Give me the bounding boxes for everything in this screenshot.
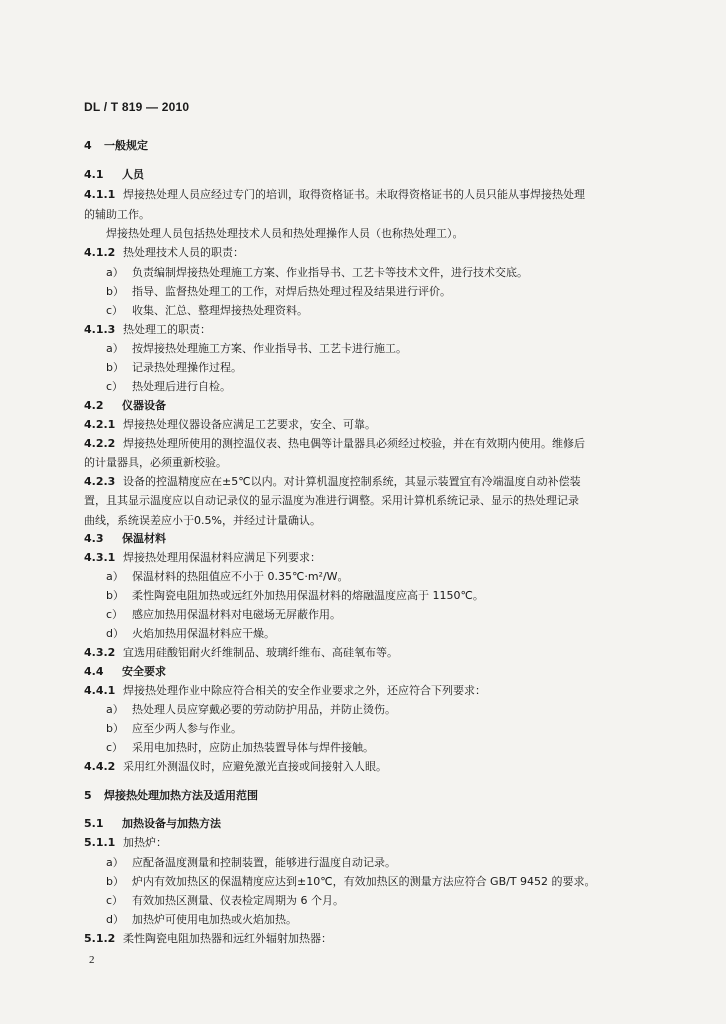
clause-number: a） <box>106 266 124 279</box>
line-text: 热处理技术人员的职责： <box>123 246 244 259</box>
line-text: 有效加热区测量、仪表检定周期为 6 个月。 <box>132 894 344 907</box>
line-text: 应配备温度测量和控制装置，能够进行温度自动记录。 <box>132 856 396 869</box>
line-text: 的计量器具，必须重新校验。 <box>84 456 227 469</box>
line-text: 按焊接热处理施工方案、作业指导书、工艺卡进行施工。 <box>132 342 407 355</box>
list-item <box>106 856 396 870</box>
list-item <box>106 570 349 584</box>
line-text: 热处理人员应穿戴必要的劳动防护用品，并防止烫伤。 <box>132 703 396 716</box>
clause-number: c） <box>106 608 124 621</box>
text-line <box>84 494 579 508</box>
list-item <box>106 361 242 375</box>
line-text: 加热设备与加热方法 <box>122 817 221 830</box>
clause-number: b） <box>106 875 124 888</box>
clause-number: b） <box>106 361 124 374</box>
text-line <box>84 208 150 222</box>
line-text: 焊接热处理人员包括热处理技术人员和热处理操作人员（也称热处理工）。 <box>106 227 464 240</box>
line-text: 一般规定 <box>104 139 148 152</box>
clause-number: 4.4 <box>84 665 104 678</box>
list-item <box>106 304 308 318</box>
line-text: 指导、监督热处理工的工作，对焊后热处理过程及结果进行评价。 <box>132 285 451 298</box>
list-item <box>106 285 451 299</box>
clause <box>84 551 321 565</box>
list-item <box>106 589 484 603</box>
list-item <box>106 741 374 755</box>
line-text: 炉内有效加热区的保温精度应达到±10℃，有效加热区的测量方法应符合 GB/T 9452 的要求。 <box>132 875 596 888</box>
clause-number: 4.3 <box>84 532 104 545</box>
clause-number: a） <box>106 703 124 716</box>
clause <box>84 246 244 260</box>
clause-number: 4.1.2 <box>84 246 116 259</box>
clause-number: 4.4.2 <box>84 760 116 773</box>
line-text: 保温材料的热阻值应不小于 0.35℃·m²/W。 <box>132 570 349 583</box>
clause-number: c） <box>106 894 124 907</box>
line-text: 曲线，系统误差应小于0.5%，并经过计量确认。 <box>84 514 321 527</box>
list-item <box>106 266 528 280</box>
clause-number: 5.1 <box>84 817 104 830</box>
document-header: DL / T 819 — 2010 <box>84 100 190 114</box>
clause-number: c） <box>106 741 124 754</box>
line-text: 柔性陶瓷电阻加热或远红外加热用保温材料的熔融温度应高于 1150℃。 <box>132 589 484 602</box>
list-item <box>106 703 396 717</box>
clause-number: b） <box>106 722 124 735</box>
subsection-heading <box>84 532 166 546</box>
clause <box>84 418 376 432</box>
line-text: 人员 <box>122 168 144 181</box>
section-heading <box>84 139 148 153</box>
clause <box>84 646 398 660</box>
line-text: 的辅助工作。 <box>84 208 150 221</box>
line-text: 焊接热处理作业中除应符合相关的安全作业要求之外，还应符合下列要求： <box>123 684 486 697</box>
list-item <box>106 722 242 736</box>
clause <box>84 188 585 202</box>
clause-number: 4.1 <box>84 168 104 181</box>
clause-number: 5.1.1 <box>84 836 116 849</box>
line-text: 采用电加热时，应防止加热装置导体与焊件接触。 <box>132 741 374 754</box>
line-text: 焊接热处理用保温材料应满足下列要求： <box>123 551 321 564</box>
subsection-heading <box>84 817 221 831</box>
clause <box>84 932 332 946</box>
list-item <box>106 913 297 927</box>
clause <box>84 760 387 774</box>
clause-number: c） <box>106 304 124 317</box>
line-text: 安全要求 <box>122 665 166 678</box>
clause <box>84 323 211 337</box>
line-text: 负责编制焊接热处理施工方案、作业指导书、工艺卡等技术文件，进行技术交底。 <box>132 266 528 279</box>
clause <box>84 836 167 850</box>
page-number: 2 <box>89 954 95 966</box>
subsection-heading <box>84 399 166 413</box>
clause-number: 4.3.2 <box>84 646 116 659</box>
list-item <box>106 875 596 889</box>
line-text: 加热炉： <box>123 836 167 849</box>
line-text: 应至少两人参与作业。 <box>132 722 242 735</box>
list-item <box>106 894 344 908</box>
line-text: 仪器设备 <box>122 399 166 412</box>
line-text: 加热炉可使用电加热或火焰加热。 <box>132 913 297 926</box>
text-line <box>106 227 464 241</box>
line-text: 记录热处理操作过程。 <box>132 361 242 374</box>
line-text: 焊接热处理仪器设备应满足工艺要求，安全、可靠。 <box>123 418 376 431</box>
clause <box>84 684 486 698</box>
clause-number: b） <box>106 589 124 602</box>
line-text: 焊接热处理人员应经过专门的培训，取得资格证书。未取得资格证书的人员只能从事焊接热处理 <box>123 188 585 201</box>
clause-number: c） <box>106 380 124 393</box>
line-text: 宜选用硅酸铝耐火纤维制品、玻璃纤维布、高硅氧布等。 <box>123 646 398 659</box>
clause-number: d） <box>106 913 124 926</box>
clause-number: 4.1.1 <box>84 188 116 201</box>
list-item <box>106 380 231 394</box>
line-text: 设备的控温精度应在±5℃以内。对计算机温度控制系统，其显示装置宜有冷端温度自动补偿装 <box>123 475 581 488</box>
clause-number: d） <box>106 627 124 640</box>
subsection-heading <box>84 168 144 182</box>
text-line <box>84 456 227 470</box>
line-text: 热处理后进行自检。 <box>132 380 231 393</box>
clause-number: a） <box>106 856 124 869</box>
line-text: 热处理工的职责： <box>123 323 211 336</box>
line-text: 火焰加热用保温材料应干燥。 <box>132 627 275 640</box>
section-heading <box>84 789 258 803</box>
line-text: 收集、汇总、整理焊接热处理资料。 <box>132 304 308 317</box>
clause <box>84 475 581 489</box>
list-item <box>106 608 341 622</box>
clause-number: 4.1.3 <box>84 323 116 336</box>
clause-number: 4.2.2 <box>84 437 116 450</box>
line-text: 保温材料 <box>122 532 166 545</box>
clause-number: b） <box>106 285 124 298</box>
list-item <box>106 342 407 356</box>
clause-number: a） <box>106 570 124 583</box>
line-text: 感应加热用保温材料对电磁场无屏蔽作用。 <box>132 608 341 621</box>
line-text: 采用红外测温仪时，应避免激光直接或间接射入人眼。 <box>123 760 387 773</box>
clause-number: 4.2.3 <box>84 475 116 488</box>
clause-number: 5 <box>84 789 92 802</box>
clause <box>84 437 585 451</box>
list-item <box>106 627 275 641</box>
text-line <box>84 514 321 528</box>
clause-number: 4.3.1 <box>84 551 116 564</box>
line-text: 焊接热处理所使用的测控温仪表、热电偶等计量器具必须经过校验，并在有效期内使用。维修后 <box>123 437 585 450</box>
line-text: 置，且其显示温度应以自动记录仪的显示温度为准进行调整。采用计算机系统记录、显示的热处理记录 <box>84 494 579 507</box>
clause-number: 4.2.1 <box>84 418 116 431</box>
clause-number: 4.2 <box>84 399 104 412</box>
clause-number: 4 <box>84 139 92 152</box>
line-text: 焊接热处理加热方法及适用范围 <box>104 789 258 802</box>
line-text: 柔性陶瓷电阻加热器和远红外辐射加热器： <box>123 932 332 945</box>
subsection-heading <box>84 665 166 679</box>
clause-number: 4.4.1 <box>84 684 116 697</box>
clause-number: 5.1.2 <box>84 932 116 945</box>
clause-number: a） <box>106 342 124 355</box>
